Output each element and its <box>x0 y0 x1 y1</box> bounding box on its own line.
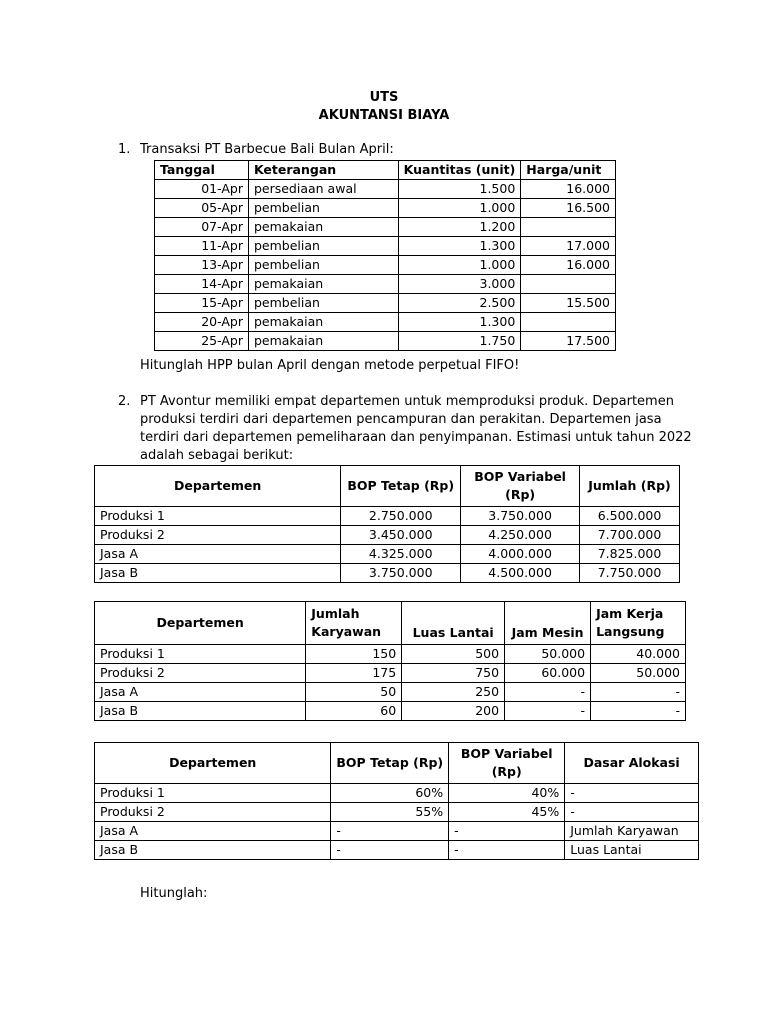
cell-quantity: 1.000 <box>398 256 521 275</box>
cell-department: Produksi 1 <box>95 784 331 803</box>
cell-value: - <box>591 683 686 702</box>
cell-description: pemakaian <box>248 218 398 237</box>
cell-value: 3.450.000 <box>341 526 461 545</box>
cell-basis: Luas Lantai <box>565 841 699 860</box>
cell-quantity: 1.750 <box>398 332 521 351</box>
page-title: UTS <box>369 90 399 105</box>
cell-department: Produksi 1 <box>95 507 341 526</box>
allocation-basis-table <box>94 601 686 721</box>
page-subtitle: AKUNTANSI BIAYA <box>318 108 450 123</box>
table-row <box>155 313 616 332</box>
col-header-bop-tetap: BOP Tetap (Rp) <box>341 466 461 507</box>
cell-value: 60% <box>331 784 449 803</box>
cell-department: Produksi 2 <box>95 664 306 683</box>
cell-value: 55% <box>331 803 449 822</box>
cell-department: Jasa A <box>95 545 341 564</box>
allocation-percentage-table <box>94 742 699 860</box>
col-header-jam-mesin: Jam Mesin <box>505 602 591 645</box>
cell-quantity: 1.000 <box>398 199 521 218</box>
table-row <box>95 645 686 664</box>
col-header-jumlah-karyawan: Jumlah Karyawan <box>306 602 402 645</box>
cell-date: 13-Apr <box>155 256 249 275</box>
question-2-closing: Hitunglah: <box>140 886 208 901</box>
cell-description: pembelian <box>248 256 398 275</box>
cell-description: pembelian <box>248 294 398 313</box>
cell-date: 11-Apr <box>155 237 249 256</box>
table-row <box>95 545 680 564</box>
cell-description: pembelian <box>248 237 398 256</box>
cell-quantity: 1.300 <box>398 313 521 332</box>
question-1-instruction: Hitunglah HPP bulan April dengan metode perpetual FIFO! <box>140 358 520 373</box>
cell-value: 50.000 <box>591 664 686 683</box>
cell-price <box>521 313 616 332</box>
cell-value: - <box>331 841 449 860</box>
cell-department: Produksi 2 <box>95 803 331 822</box>
cell-basis: - <box>565 803 699 822</box>
cell-quantity: 3.000 <box>398 275 521 294</box>
cell-basis: Jumlah Karyawan <box>565 822 699 841</box>
cell-value: 40.000 <box>591 645 686 664</box>
col-header-departemen: Departemen <box>95 602 306 645</box>
table-row <box>95 784 699 803</box>
question-2-line-3: terdiri dari departemen pemeliharaan dan penyimpanan. Estimasi untuk tahun 2022 <box>140 430 692 445</box>
question-1-heading: Transaksi PT Barbecue Bali Bulan April: <box>140 142 394 157</box>
cell-description: persediaan awal <box>248 180 398 199</box>
cell-price: 17.500 <box>521 332 616 351</box>
col-header-jumlah: Jumlah (Rp) <box>580 466 680 507</box>
cell-quantity: 1.200 <box>398 218 521 237</box>
cell-value: 6.500.000 <box>580 507 680 526</box>
cell-value: 40% <box>449 784 565 803</box>
cell-value: 50 <box>306 683 402 702</box>
cell-quantity: 1.300 <box>398 237 521 256</box>
cell-price: 17.000 <box>521 237 616 256</box>
table-row <box>95 564 680 583</box>
cell-value: 250 <box>402 683 505 702</box>
cell-value: 2.750.000 <box>341 507 461 526</box>
col-header-tanggal: Tanggal <box>155 161 249 180</box>
cell-value: 3.750.000 <box>341 564 461 583</box>
cell-price <box>521 218 616 237</box>
cell-value: 4.000.000 <box>461 545 580 564</box>
table-row <box>155 199 616 218</box>
col-header-bop-variabel: BOP Variabel (Rp) <box>449 743 565 784</box>
question-2-number: 2. <box>118 394 131 409</box>
cell-department: Jasa B <box>95 841 331 860</box>
cell-description: pemakaian <box>248 332 398 351</box>
col-header-jam-kerja-langsung: Jam Kerja Langsung <box>591 602 686 645</box>
table-row <box>155 256 616 275</box>
question-2-line-4: adalah sebagai berikut: <box>140 448 294 463</box>
cell-department: Jasa B <box>95 564 341 583</box>
cell-value: 4.250.000 <box>461 526 580 545</box>
cell-date: 14-Apr <box>155 275 249 294</box>
col-header-kuantitas: Kuantitas (unit) <box>398 161 521 180</box>
cell-price: 16.000 <box>521 256 616 275</box>
cell-value: 4.325.000 <box>341 545 461 564</box>
cell-department: Jasa A <box>95 822 331 841</box>
cell-value: 3.750.000 <box>461 507 580 526</box>
col-header-harga: Harga/unit <box>521 161 616 180</box>
cell-value: 7.750.000 <box>580 564 680 583</box>
cell-value: 200 <box>402 702 505 721</box>
bop-estimate-table <box>94 465 680 583</box>
table-row <box>95 803 699 822</box>
cell-date: 07-Apr <box>155 218 249 237</box>
col-header-luas-lantai: Luas Lantai <box>402 602 505 645</box>
cell-value: 175 <box>306 664 402 683</box>
table-row <box>155 218 616 237</box>
col-header-bop-variabel: BOP Variabel (Rp) <box>461 466 580 507</box>
cell-quantity: 2.500 <box>398 294 521 313</box>
cell-department: Produksi 2 <box>95 526 341 545</box>
cell-date: 01-Apr <box>155 180 249 199</box>
transaction-table <box>154 160 616 351</box>
table-row <box>155 180 616 199</box>
question-2-line-1: PT Avontur memiliki empat departemen untuk memproduksi produk. Departemen <box>140 394 674 409</box>
cell-value: 50.000 <box>505 645 591 664</box>
question-2-line-2: produksi terdiri dari departemen pencampuran dan perakitan. Departemen jasa <box>140 412 662 427</box>
cell-value: 750 <box>402 664 505 683</box>
cell-date: 15-Apr <box>155 294 249 313</box>
cell-value: 500 <box>402 645 505 664</box>
col-header-departemen: Departemen <box>95 466 341 507</box>
table-row <box>155 237 616 256</box>
cell-description: pemakaian <box>248 313 398 332</box>
table-row <box>95 702 686 721</box>
table-row <box>95 841 699 860</box>
cell-price: 16.500 <box>521 199 616 218</box>
table-row <box>95 822 699 841</box>
question-1-number: 1. <box>118 142 131 157</box>
cell-basis: - <box>565 784 699 803</box>
table-row <box>95 526 680 545</box>
cell-value: 7.825.000 <box>580 545 680 564</box>
col-header-dasar-alokasi: Dasar Alokasi <box>565 743 699 784</box>
cell-value: - <box>331 822 449 841</box>
cell-value: - <box>449 822 565 841</box>
cell-value: 60.000 <box>505 664 591 683</box>
table-row <box>95 507 680 526</box>
cell-value: - <box>505 683 591 702</box>
cell-value: - <box>449 841 565 860</box>
cell-value: 4.500.000 <box>461 564 580 583</box>
cell-value: - <box>505 702 591 721</box>
col-header-keterangan: Keterangan <box>248 161 398 180</box>
table-row <box>155 275 616 294</box>
cell-department: Produksi 1 <box>95 645 306 664</box>
cell-description: pembelian <box>248 199 398 218</box>
cell-price: 15.500 <box>521 294 616 313</box>
col-header-departemen: Departemen <box>95 743 331 784</box>
cell-description: pemakaian <box>248 275 398 294</box>
table-row <box>155 332 616 351</box>
cell-value: - <box>591 702 686 721</box>
cell-price: 16.000 <box>521 180 616 199</box>
table-row <box>155 294 616 313</box>
table-row <box>95 664 686 683</box>
cell-date: 20-Apr <box>155 313 249 332</box>
cell-department: Jasa A <box>95 683 306 702</box>
table-row <box>95 683 686 702</box>
cell-price <box>521 275 616 294</box>
cell-value: 60 <box>306 702 402 721</box>
cell-value: 7.700.000 <box>580 526 680 545</box>
cell-quantity: 1.500 <box>398 180 521 199</box>
cell-value: 150 <box>306 645 402 664</box>
cell-department: Jasa B <box>95 702 306 721</box>
cell-date: 05-Apr <box>155 199 249 218</box>
cell-date: 25-Apr <box>155 332 249 351</box>
cell-value: 45% <box>449 803 565 822</box>
col-header-bop-tetap: BOP Tetap (Rp) <box>331 743 449 784</box>
